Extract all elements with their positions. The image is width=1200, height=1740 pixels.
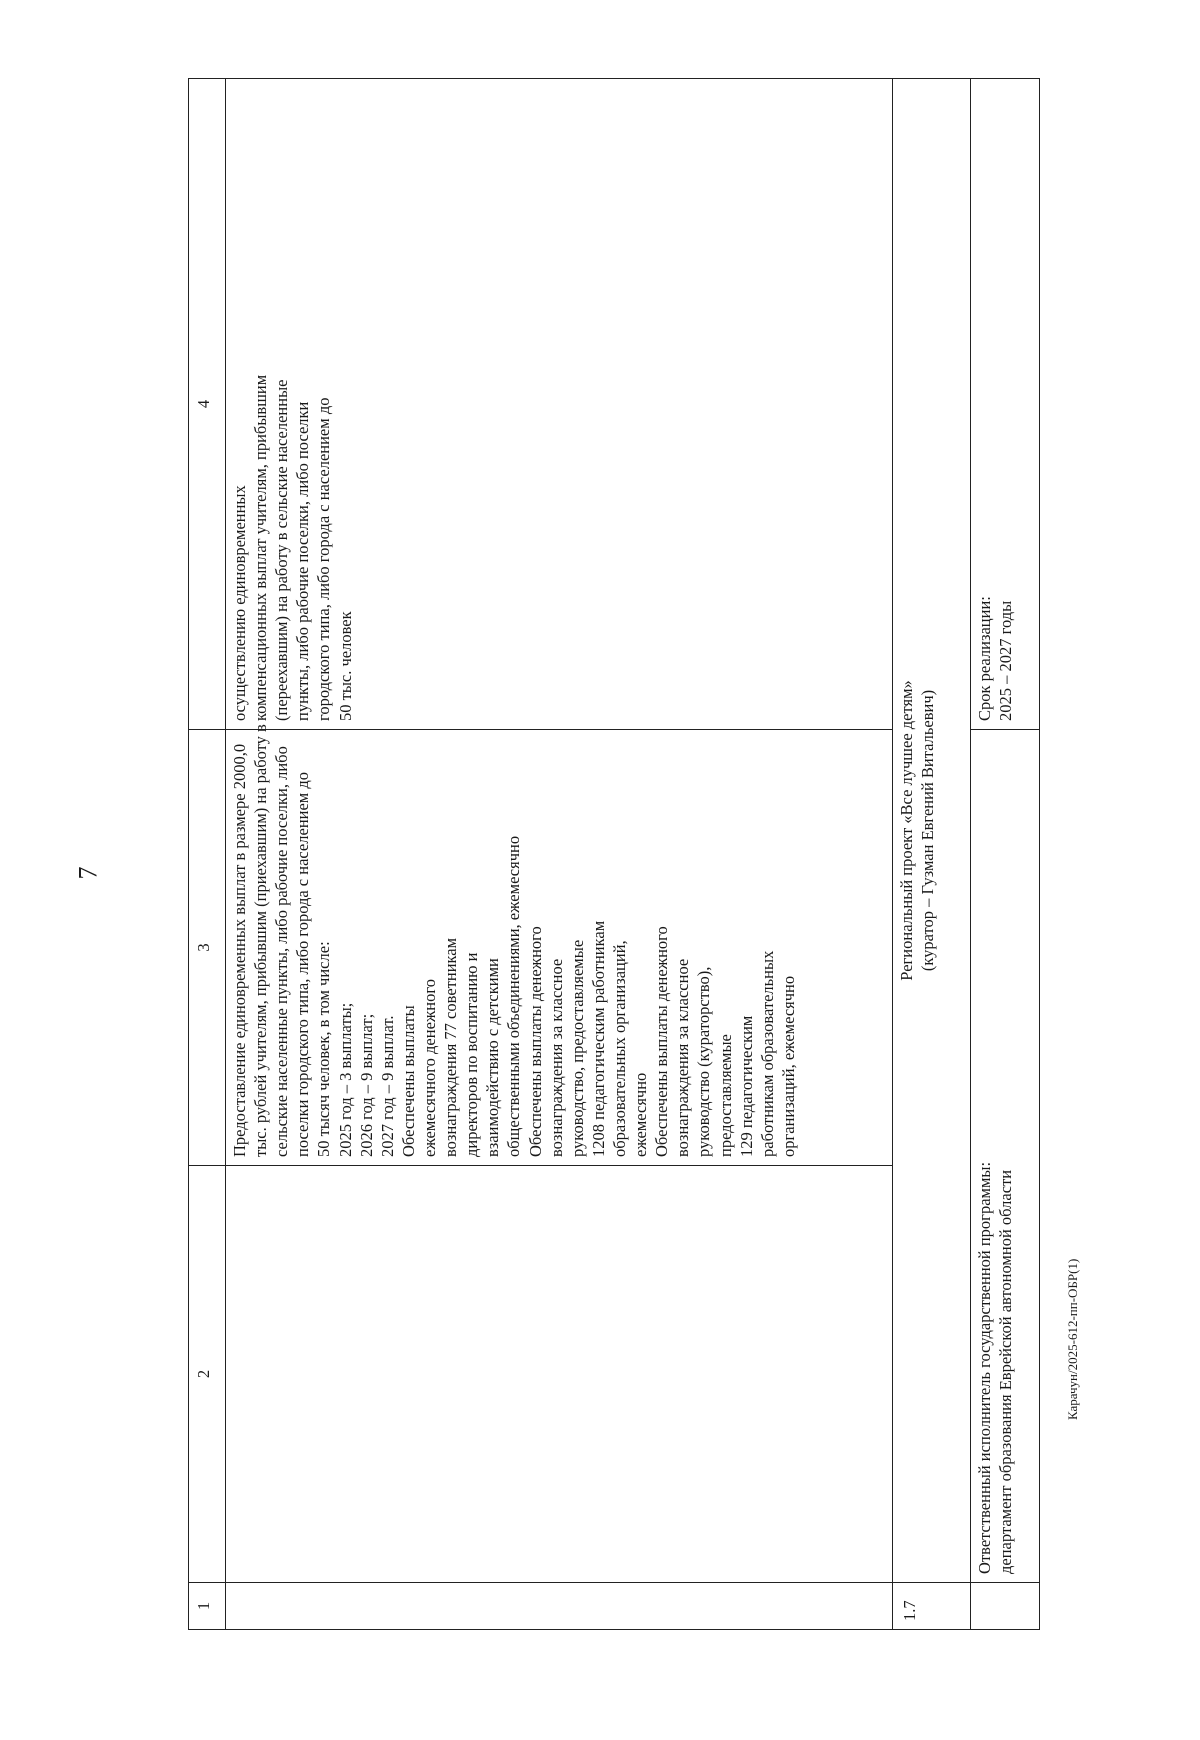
results-text-line: образовательных организаций, <box>609 940 629 1157</box>
results-text-line: 2025 год – 3 выплаты; <box>335 1002 355 1157</box>
responsible-row <box>971 79 1040 1630</box>
cell-col-4-description <box>226 79 893 730</box>
project-row <box>893 79 971 1630</box>
table-header-row <box>189 79 226 1630</box>
program-table <box>188 78 1040 1630</box>
description-text-line: осуществлению единовременных <box>230 485 249 721</box>
results-text-line: работникам образовательных <box>757 950 777 1157</box>
description-text-line: городского типа, либо города с населением до <box>314 397 334 721</box>
results-text-line: организаций, ежемесячно <box>778 975 798 1157</box>
results-text-line: ежемесячно <box>631 1072 651 1157</box>
project-title-cell <box>893 79 971 1583</box>
results-text-line: предоставляемые <box>715 1034 735 1157</box>
results-text-line: сельские населенные пункты, либо рабочие поселки, либо <box>272 746 292 1157</box>
project-curator: (куратор – Гузман Евгений Витальевич) <box>918 689 938 972</box>
results-text-line: вознаграждения за классное <box>546 958 566 1157</box>
results-text-line: 50 тысяч человек, в том числе: <box>314 941 334 1157</box>
implementation-period-cell <box>971 79 1040 730</box>
results-text-line: вознаграждения 77 советникам <box>441 937 461 1157</box>
responsible-executor-cell <box>971 730 1040 1583</box>
page-number: 7 <box>73 866 103 880</box>
results-text-line: руководство (кураторство), <box>694 966 714 1157</box>
results-text-line: общественными объединениями, ежемесячно <box>504 835 524 1157</box>
results-text-line: ежемесячного денежного <box>419 979 439 1157</box>
results-text-line: Обеспечены выплаты <box>398 1005 418 1157</box>
project-number: 1.7 <box>893 1583 971 1630</box>
responsible-executor-label: Ответственный исполнитель государственной программы: <box>975 1161 994 1574</box>
cell-col-3-results <box>226 724 893 1166</box>
responsible-executor-value: департамент образования Еврейской автономной области <box>996 1169 1016 1574</box>
results-text-line: Обеспечены выплаты денежного <box>525 926 545 1157</box>
header-col-1: 1 <box>189 1583 226 1630</box>
results-text-line: 129 педагогическим <box>736 1015 756 1157</box>
document-reference: Карачун/2025-612-пп-ОБР(1) <box>1065 1258 1080 1420</box>
implementation-period-value: 2025 – 2027 годы <box>996 600 1016 721</box>
results-text-line: поселки городского типа, либо города с населением до <box>293 771 313 1157</box>
project-title: Региональный проект «Все лучшее детям» <box>897 680 916 981</box>
results-text-line: Предоставление единовременных выплат в размере 2000,0 <box>230 743 249 1157</box>
document-sheet <box>188 115 1066 1630</box>
results-text-line: 1208 педагогическим работникам <box>588 920 608 1157</box>
description-text-line: компенсационных выплат учителям, прибывшим <box>251 374 271 721</box>
results-text-line: вознаграждения за классное <box>673 958 693 1157</box>
results-text-line: Обеспечены выплаты денежного <box>652 926 672 1157</box>
cell-empty <box>971 1583 1040 1630</box>
results-text-line: 2027 год – 9 выплат. <box>377 1015 397 1157</box>
results-text-line: тыс. рублей учителям, прибывшим (приехавшим) на работу в <box>251 724 271 1157</box>
results-text-line: директоров по воспитанию и <box>462 952 482 1157</box>
header-col-3: 3 <box>189 730 226 1166</box>
cell-col-2 <box>226 1166 893 1583</box>
table-row <box>226 79 893 1630</box>
header-col-4: 4 <box>189 79 226 730</box>
results-text-line: руководство, предоставляемые <box>567 939 587 1157</box>
header-col-2: 2 <box>189 1166 226 1583</box>
implementation-period-label: Срок реализации: <box>975 596 994 721</box>
description-text-line: 50 тыс. человек <box>335 611 355 721</box>
results-text-line: взаимодействию с детскими <box>483 958 503 1157</box>
results-text-line: 2026 год – 9 выплат; <box>356 1013 376 1157</box>
description-text-line: пункты, либо рабочие поселки, либо поселки <box>293 401 313 721</box>
cell-col-1 <box>226 1583 893 1630</box>
description-text-line: (переехавшим) на работу в сельские населенные <box>272 379 292 721</box>
